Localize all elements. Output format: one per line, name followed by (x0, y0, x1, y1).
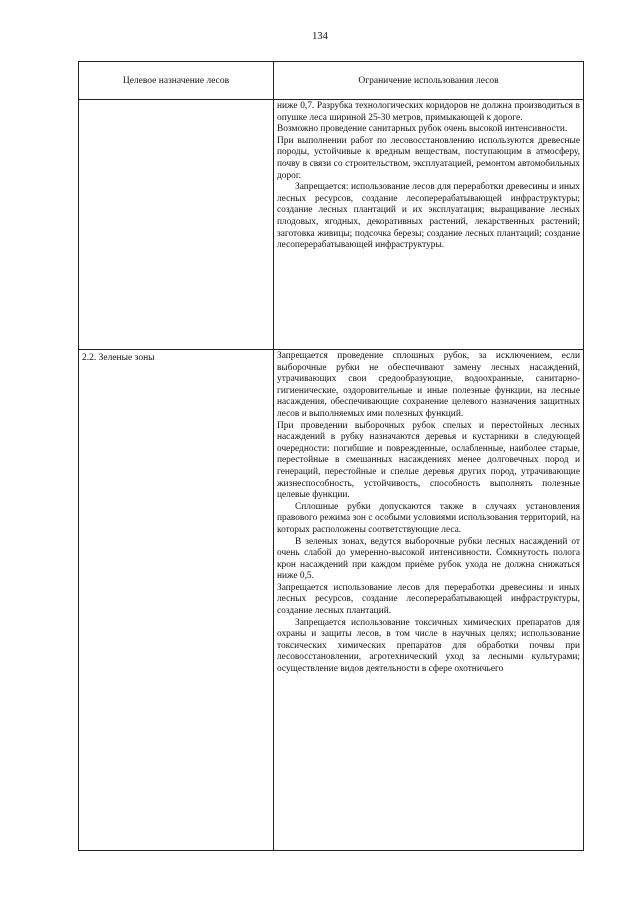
restriction-paragraph: Запрещается использование токсичных химических препаратов для охраны и защиты лесов, в том числе в научных целях; использование токсических химических препаратов для обработки почвы при лесовосстановлении, агротехнический уход за лесными культурами; осуществление видов деятельности в сфере охотничьего (277, 617, 580, 675)
restriction-paragraph: Запрещается: использование лесов для переработки древесины и иных лесных ресурсов, создание лесоперерабатывающей инфраструктуры; создание лесных плантаций и их эксплуатация; выращивание лесных плодовых, ягодных, декоративных растений, лекарственных растений; заготовка живицы; подсочка березы; создание лесных плантаций; создание лесоперерабатывающей инфраструктуры. (277, 182, 580, 251)
page-number: 134 (312, 31, 328, 42)
table-row (79, 350, 584, 851)
restriction-paragraph: Запрещается проведение сплошных рубок, за исключением, если выборочные рубки не обеспечивают замену лесных насаждений, утрачивающих свои средообразующие, водоохранные, санитарно-гигиенические, оздоровительные и иные полезные функции, на лесные насаждения, обеспечивающие сохранение целевого назначения защитных лесов и выполняемых ими полезных функций. (277, 351, 580, 419)
restriction-paragraph: Сплошные рубки допускаются также в случаях установления правового режима зон с особыми условиями использования территорий, на которых расположены соответствующие леса. (277, 501, 580, 535)
restriction-paragraph: При проведении выборочных рубок спелых и перестойных лесных насаждений в рубку назначаются деревья и кустарники в следующей очередности: погибшие и поврежденные, ослабленные, наиболее старые, перестойные в смешанных насаждениях менее долговечных пород и генераций, перестойные и спелые деревья других пород, утрачивающие жизнеспособность, устойчивость, способность выполнять полезные целевые функции. (277, 420, 580, 501)
restriction-paragraph: При выполнении работ по лесовосстановлению используются древесные породы, устойчивые к вредным веществам, поступающим в атмосферу, почву в связи со строительством, эксплуатацией, ремонтом автомобильных дорог. (277, 135, 580, 181)
table-header-row (79, 62, 584, 100)
designation-cell (79, 100, 274, 350)
restriction-cell (274, 350, 584, 851)
header-forest-designation: Целевое назначение лесов (79, 62, 274, 100)
restriction-cell (274, 100, 584, 350)
designation-cell (79, 350, 274, 851)
designation-text: 2.2. Зеленые зоны (82, 353, 155, 363)
restriction-paragraph: В зеленых зонах, ведутся выборочные рубки лесных насаждений от очень слабой до умеренно-высокой интенсивности. Сомкнутость полога крон насаждений при каждом приёме рубок ухода не должна снижаться ниже 0,5. (277, 536, 580, 582)
designation-text (79, 100, 273, 104)
header-usage-restriction: Ограничение использования лесов (274, 62, 584, 100)
restriction-paragraph: Возможно проведение санитарных рубок очень высокой интенсивности. (277, 124, 568, 135)
restriction-paragraph: Запрещается использование лесов для переработки древесины и иных лесных ресурсов, создание лесоперерабатывающей инфраструктуры, создание лесных плантаций. (277, 582, 580, 617)
restriction-paragraph: ниже 0,7. Разрубка технологических коридоров не должна производиться в опушке леса шириной 25-30 метров, примыкающей к дороге. (277, 101, 580, 123)
forest-restrictions-table (78, 61, 584, 851)
table-row (79, 100, 584, 350)
